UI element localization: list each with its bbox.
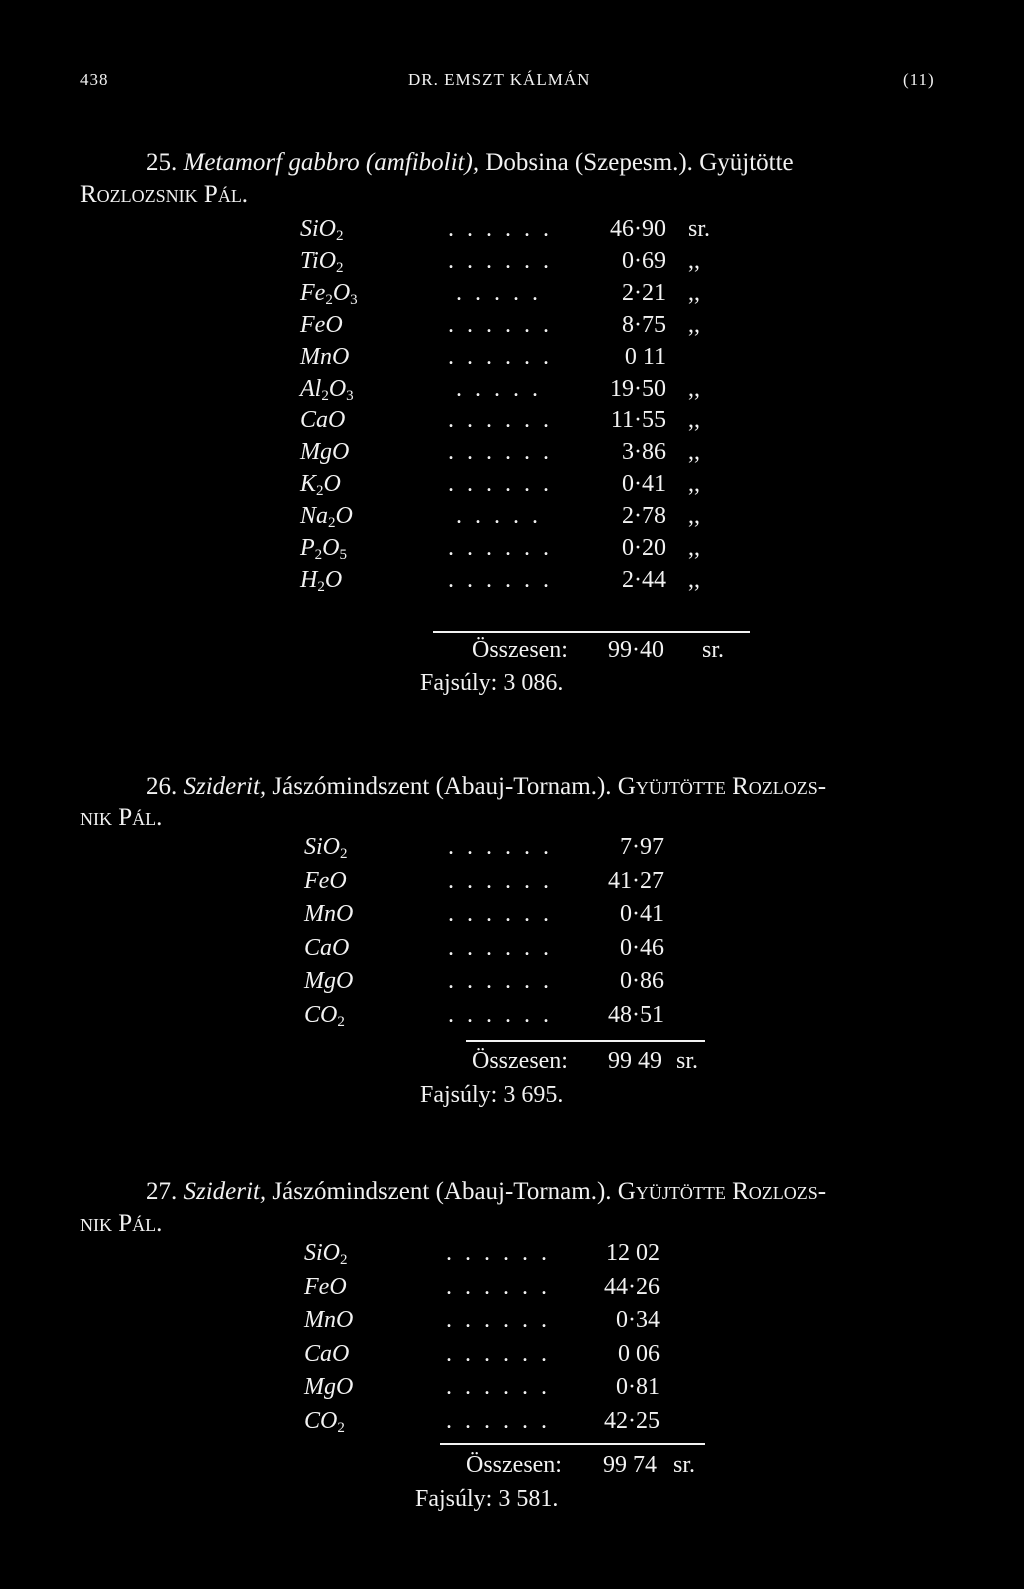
oxide-row xyxy=(304,868,724,900)
analysis-27-table xyxy=(304,1240,704,1440)
locality: Jászómindszent (Abauj-Tornam.). xyxy=(272,1178,612,1205)
analysis-number: 25. xyxy=(146,149,178,176)
oxide-formula: SiO$_2$ xyxy=(304,834,348,862)
density: Fajsúly: 3 581. xyxy=(415,1486,559,1512)
density: Fajsúly: 3 086. xyxy=(420,670,564,696)
oxide-formula: $Fe_2O_3$ xyxy=(300,279,358,308)
leader-dots: ...... xyxy=(448,968,562,995)
leader-dots: ...... xyxy=(448,867,562,894)
leader-dots: ...... xyxy=(448,535,562,561)
leader-dots: ..... xyxy=(456,503,551,530)
oxide-row xyxy=(300,312,720,344)
oxide-row xyxy=(304,1374,724,1406)
running-head-author: DR. EMSZT KÁLMÁN xyxy=(408,70,591,89)
oxide-value: 0·46 xyxy=(620,934,664,961)
oxide-value: 44·26 xyxy=(604,1273,660,1300)
oxide-formula: $CO_2$ xyxy=(304,1408,345,1436)
oxide-row xyxy=(300,280,720,312)
oxide-value: 0·41 xyxy=(620,901,664,928)
oxide-unit: ,, xyxy=(688,471,700,498)
oxide-row xyxy=(304,1408,724,1440)
leader-dots: ..... xyxy=(456,375,551,402)
total-value: 99·40 xyxy=(608,637,664,663)
oxide-row xyxy=(300,344,720,376)
oxide-formula: $K_2O$ xyxy=(300,471,341,500)
leader-dots: ...... xyxy=(448,834,562,860)
analysis-26-collector-line2: nik Pál. xyxy=(80,804,163,831)
oxide-value: 0 11 xyxy=(624,343,666,370)
leader-dots: ...... xyxy=(448,1002,562,1028)
total-value: 99 49 xyxy=(608,1048,662,1074)
oxide-unit: ,, xyxy=(688,279,700,306)
oxide-row xyxy=(300,567,720,599)
oxide-value: 7·97 xyxy=(620,834,664,860)
analysis-25-collector-line2: Rozlozsnik Pál. xyxy=(80,181,249,208)
leader-dots: ...... xyxy=(446,1408,560,1434)
oxide-value: 48·51 xyxy=(608,1002,664,1028)
oxide-row xyxy=(304,901,724,933)
collector: Gyüjtötte xyxy=(699,149,794,176)
oxide-unit: ,, xyxy=(688,407,700,434)
oxide-value: 8·75 xyxy=(622,311,666,338)
analysis-26-heading xyxy=(146,770,826,803)
oxide-unit: ,, xyxy=(688,566,700,593)
oxide-unit: ,, xyxy=(688,375,700,402)
oxide-value: 0 06 xyxy=(618,1340,660,1367)
oxide-formula: CaO xyxy=(300,407,346,434)
oxide-value: 0·86 xyxy=(620,968,664,995)
leader-dots: ...... xyxy=(446,1240,560,1266)
oxide-row xyxy=(304,1002,724,1034)
oxide-row xyxy=(300,439,720,471)
oxide-value: 0·69 xyxy=(622,247,666,274)
oxide-formula: FeO xyxy=(304,1273,347,1300)
analysis-number: 27. xyxy=(146,1178,178,1205)
sum-rule xyxy=(433,631,750,633)
leader-dots: ...... xyxy=(448,439,562,466)
oxide-value: 41·27 xyxy=(608,867,664,894)
collector: Gyüjtötte Rozlozs- xyxy=(617,1178,827,1205)
oxide-formula: MgO xyxy=(300,439,350,466)
oxide-row xyxy=(304,834,724,866)
oxide-value: 42·25 xyxy=(604,1408,660,1434)
oxide-formula: FeO xyxy=(300,311,343,338)
oxide-row xyxy=(300,376,720,408)
total-value: 99 74 xyxy=(603,1452,657,1478)
oxide-row xyxy=(300,471,720,503)
analysis-25-table xyxy=(300,216,720,636)
leader-dots: ...... xyxy=(448,471,562,498)
oxide-row xyxy=(304,1274,724,1306)
oxide-row xyxy=(300,407,720,439)
leader-dots: ...... xyxy=(448,407,562,434)
oxide-formula: MnO xyxy=(304,1307,354,1334)
oxide-formula: MnO xyxy=(304,901,354,928)
oxide-formula: CaO xyxy=(304,934,350,961)
running-head-ref: (11) xyxy=(903,70,935,89)
oxide-formula: CaO xyxy=(304,1340,350,1367)
oxide-value: 2·21 xyxy=(622,279,666,306)
oxide-unit: ,, xyxy=(688,247,700,274)
leader-dots: ...... xyxy=(448,934,562,961)
oxide-row xyxy=(300,503,720,535)
oxide-formula: TiO$_2$ xyxy=(300,247,344,276)
oxide-unit: ,, xyxy=(688,311,700,338)
total-label: Összesen: xyxy=(472,637,568,663)
analysis-27-collector-line2: nik Pál. xyxy=(80,1210,163,1237)
rock-name: Sziderit, xyxy=(183,1178,267,1205)
oxide-formula: FeO xyxy=(304,867,347,894)
oxide-row xyxy=(300,216,720,248)
analysis-number: 26. xyxy=(146,773,178,800)
oxide-formula: MgO xyxy=(304,1374,354,1401)
oxide-value: 3·86 xyxy=(622,439,666,466)
leader-dots: ...... xyxy=(446,1307,560,1334)
oxide-value: 19·50 xyxy=(610,375,666,402)
oxide-value: 0·34 xyxy=(616,1307,660,1334)
total-label: Összesen: xyxy=(466,1452,562,1478)
oxide-value: 0·81 xyxy=(616,1374,660,1401)
leader-dots: ...... xyxy=(448,901,562,928)
analysis-27-heading xyxy=(146,1175,826,1208)
oxide-unit: ,, xyxy=(688,439,700,466)
analysis-25-heading xyxy=(146,146,794,179)
oxide-row xyxy=(304,1240,724,1272)
oxide-formula: $CO_2$ xyxy=(304,1002,345,1030)
leader-dots: ...... xyxy=(448,343,562,370)
oxide-row xyxy=(304,968,724,1000)
oxide-value: 2·44 xyxy=(622,566,666,593)
total-unit: sr. xyxy=(676,1048,699,1074)
density: Fajsúly: 3 695. xyxy=(420,1082,564,1108)
oxide-row xyxy=(304,1341,724,1373)
oxide-row xyxy=(300,248,720,280)
oxide-formula: $H_2O$ xyxy=(300,566,343,595)
leader-dots: ...... xyxy=(446,1374,560,1401)
leader-dots: ...... xyxy=(448,216,562,242)
oxide-value: 0·41 xyxy=(622,471,666,498)
total-unit: sr. xyxy=(702,637,725,663)
total-label: Összesen: xyxy=(472,1048,568,1074)
sum-rule xyxy=(440,1443,705,1445)
leader-dots: ...... xyxy=(448,566,562,593)
leader-dots: ...... xyxy=(446,1273,560,1300)
oxide-row xyxy=(300,535,720,567)
oxide-value: 2·78 xyxy=(622,503,666,530)
rock-name: Metamorf gabbro (amfibolit), xyxy=(183,149,480,176)
oxide-unit: sr. xyxy=(688,216,711,242)
page-number: 438 xyxy=(80,70,109,89)
leader-dots: ...... xyxy=(446,1340,560,1367)
leader-dots: ...... xyxy=(448,247,562,274)
oxide-value: 12 02 xyxy=(606,1240,660,1266)
oxide-formula: MnO xyxy=(300,343,350,370)
oxide-formula: $Na_2O$ xyxy=(300,503,353,532)
total-unit: sr. xyxy=(673,1452,696,1478)
rock-name: Sziderit, xyxy=(183,773,267,800)
oxide-value: 46·90 xyxy=(610,216,666,242)
collector: Gyüjtötte Rozlozs- xyxy=(617,773,827,800)
leader-dots: ...... xyxy=(448,311,562,338)
oxide-row xyxy=(304,1307,724,1339)
oxide-formula: SiO$_2$ xyxy=(300,216,344,244)
oxide-value: 11·55 xyxy=(610,407,666,434)
oxide-unit: ,, xyxy=(688,503,700,530)
leader-dots: ..... xyxy=(456,279,551,306)
locality: Dobsina (Szepesm.). xyxy=(485,149,693,176)
locality: Jászómindszent (Abauj-Tornam.). xyxy=(272,773,612,800)
oxide-formula: SiO$_2$ xyxy=(304,1240,348,1268)
oxide-unit: ,, xyxy=(688,535,700,561)
oxide-formula: $P_2O_5$ xyxy=(300,535,348,563)
oxide-formula: $Al_2O_3$ xyxy=(300,375,354,404)
oxide-row xyxy=(304,935,724,967)
oxide-value: 0·20 xyxy=(622,535,666,561)
analysis-26-table xyxy=(304,834,704,1034)
oxide-formula: MgO xyxy=(304,968,354,995)
sum-rule xyxy=(466,1040,705,1042)
